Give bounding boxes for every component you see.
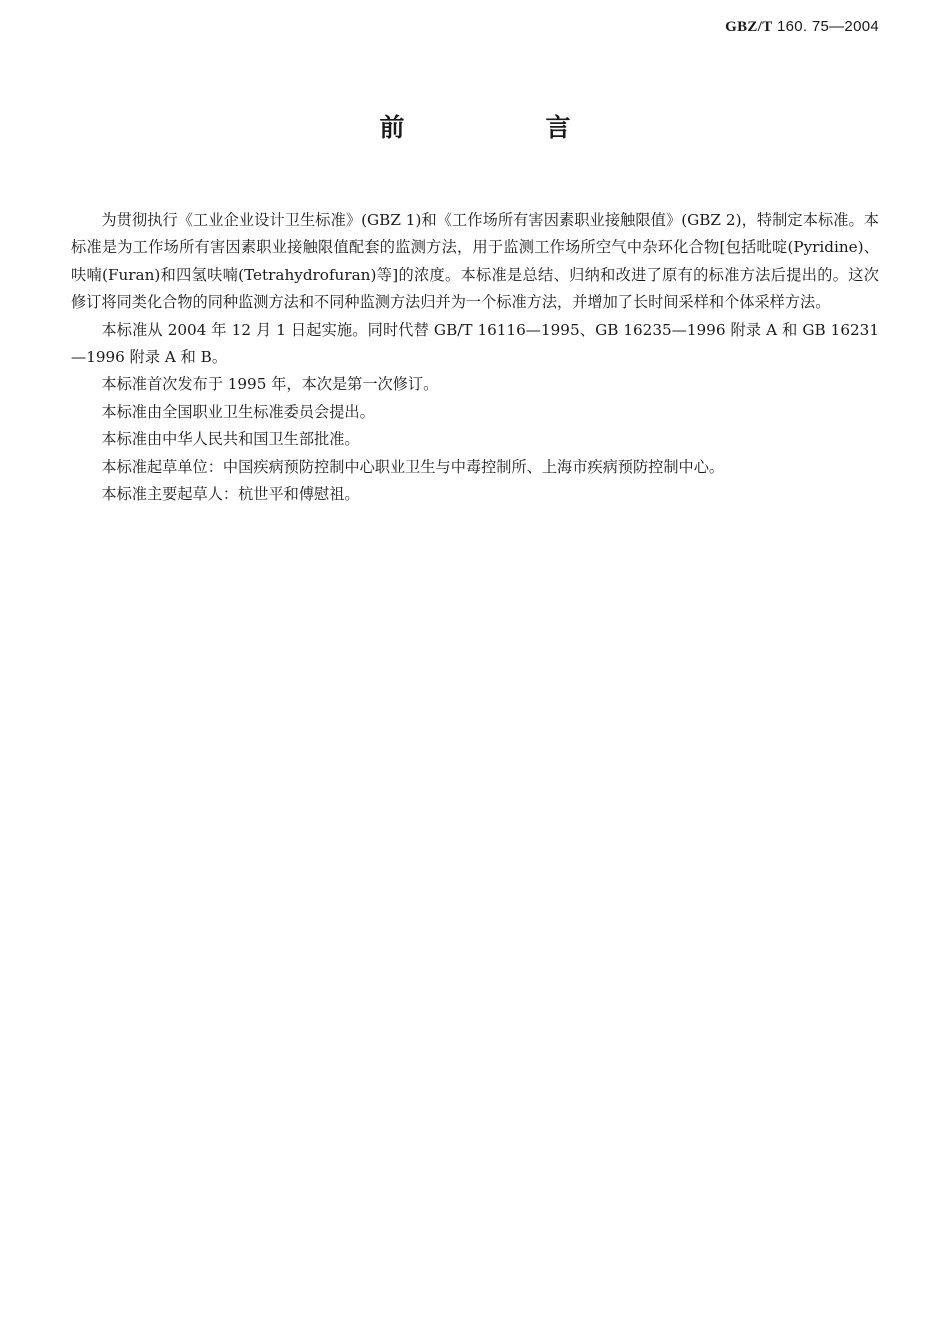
paragraph-drafting-units: 本标准起草单位：中国疾病预防控制中心职业卫生与中毒控制所、上海市疾病预防控制中心。 [101, 457, 725, 476]
paragraph-approved-by: 本标准由中华人民共和国卫生部批准。 [101, 430, 360, 449]
paragraph-first-release: 本标准首次发布于 1995 年，本次是第一次修订。 [101, 375, 439, 394]
page-title: 前 言 [379, 113, 629, 142]
standard-number: 160. 75—2004 [772, 18, 879, 35]
paragraph-effective-date: 本标准从 2004 年 12 月 1 日起实施。同时代替 GB/T 16116—1995、GB 16235—1996 附录 A 和 GB 16231—1996 附录 A 和 B。 [71, 320, 879, 367]
standard-prefix: GBZ/T [725, 19, 773, 35]
paragraph-purpose: 为贯彻执行《工业企业设计卫生标准》(GBZ 1)和《工作场所有害因素职业接触限值》(GBZ 2)，特制定本标准。本标准是为工作场所有害因素职业接触限值配套的监测方法，用于监测工作场所空气中杂环化合物[包括吡啶(Pyridine)、呋喃(Furan)和四氢呋喃(Tetrahydrofuran)等]的浓度。本标准是总结、归纳和改进了原有的标准方法后提出的。这次修订将同类化合物的同种监测方法和不同种监测方法归并为一个标准方法，并增加了长时间采样和个体采样方法。 [71, 211, 879, 312]
paragraph-proposed-by: 本标准由全国职业卫生标准委员会提出。 [101, 402, 375, 421]
standard-code-header [725, 18, 879, 36]
foreword-body [71, 207, 879, 508]
paragraph-drafters: 本标准主要起草人：杭世平和傅慰祖。 [101, 485, 360, 504]
